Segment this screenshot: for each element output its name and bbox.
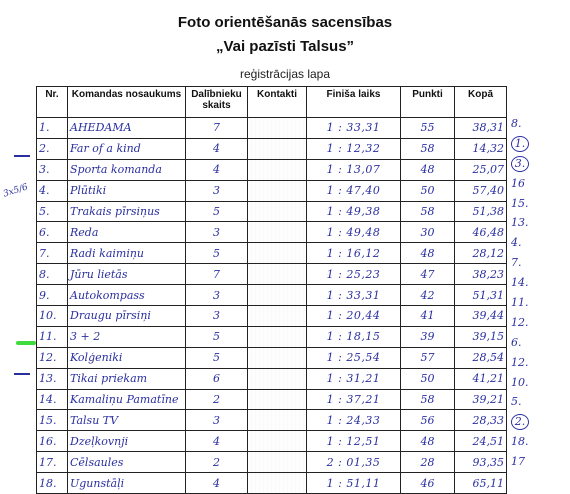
row-number: 1. xyxy=(37,118,68,139)
placement-value xyxy=(503,353,563,373)
placement-value xyxy=(503,134,563,154)
table-row xyxy=(37,473,507,494)
placement-text: 1. xyxy=(511,136,529,152)
points-value: 56 xyxy=(401,410,455,431)
total-value: 39,21 xyxy=(455,389,507,410)
placement-text: 7. xyxy=(511,256,522,270)
row-number: 12. xyxy=(37,347,68,368)
member-count: 3 xyxy=(186,410,248,431)
placement-text: 6. xyxy=(511,335,522,349)
placement-value xyxy=(503,114,563,134)
contacts-cell xyxy=(248,326,307,347)
member-count: 3 xyxy=(186,222,248,243)
placement-value xyxy=(503,293,563,313)
contacts-cell xyxy=(248,389,307,410)
finish-time: 1 : 33,31 xyxy=(307,285,401,306)
member-count: 5 xyxy=(186,243,248,264)
finish-time: 1 : 20,44 xyxy=(307,306,401,327)
page-title: Foto orientēšanās sacensības xyxy=(177,14,393,31)
finish-time: 1 : 49,38 xyxy=(307,201,401,222)
row-number: 17. xyxy=(37,452,68,473)
placement-text: 11. xyxy=(511,296,529,310)
finish-time: 1 : 25,23 xyxy=(307,264,401,285)
finish-time: 2 : 01,35 xyxy=(307,452,401,473)
placement-text: 16 xyxy=(511,176,525,190)
highlighter-mark xyxy=(16,341,36,345)
contacts-cell xyxy=(248,118,307,139)
row-number: 9. xyxy=(37,285,68,306)
total-value: 28,33 xyxy=(455,410,507,431)
total-value: 51,31 xyxy=(455,285,507,306)
contacts-cell xyxy=(248,473,307,494)
col-header-points: Punkti xyxy=(401,87,455,118)
member-count: 3 xyxy=(186,180,248,201)
team-name: AHEDAMA xyxy=(68,118,186,139)
team-name: Far of a kind xyxy=(68,138,186,159)
row-number: 10. xyxy=(37,306,68,327)
total-value: 28,12 xyxy=(455,243,507,264)
total-value: 93,35 xyxy=(455,452,507,473)
table-row xyxy=(37,410,507,431)
row-number: 5. xyxy=(37,201,68,222)
contacts-cell xyxy=(248,452,307,473)
page-subtitle: „Vai pazīsti Talsus” xyxy=(215,38,355,55)
finish-time: 1 : 31,21 xyxy=(307,368,401,389)
placement-text: 12. xyxy=(511,315,529,329)
table-row xyxy=(37,264,507,285)
team-name: Kolģeniki xyxy=(68,347,186,368)
member-count: 4 xyxy=(186,138,248,159)
finish-time: 1 : 51,11 xyxy=(307,473,401,494)
placement-value xyxy=(503,392,563,412)
contacts-cell xyxy=(248,410,307,431)
placement-text: 2. xyxy=(511,414,529,430)
member-count: 6 xyxy=(186,368,248,389)
row-number: 8. xyxy=(37,264,68,285)
placement-text: 14. xyxy=(511,276,529,290)
placement-text: 17 xyxy=(511,455,525,469)
table-header-row xyxy=(37,87,507,118)
pen-dash-mark xyxy=(14,155,30,157)
table-row xyxy=(37,201,507,222)
placement-column xyxy=(503,114,563,472)
placement-text: 8. xyxy=(511,117,522,130)
finish-time: 1 : 12,32 xyxy=(307,138,401,159)
contacts-cell xyxy=(248,138,307,159)
placement-text: 4. xyxy=(511,236,522,250)
col-header-contacts: Kontakti xyxy=(248,87,307,118)
finish-time: 1 : 18,15 xyxy=(307,326,401,347)
member-count: 2 xyxy=(186,452,248,473)
points-value: 58 xyxy=(401,389,455,410)
table-row xyxy=(37,118,507,139)
contacts-cell xyxy=(248,180,307,201)
total-value: 25,07 xyxy=(455,159,507,180)
team-name: Jūru lietās xyxy=(68,264,186,285)
points-value: 55 xyxy=(401,118,455,139)
member-count: 5 xyxy=(186,201,248,222)
team-name: Trakais pīrsiņus xyxy=(68,201,186,222)
row-number: 11. xyxy=(37,326,68,347)
points-value: 50 xyxy=(401,368,455,389)
placement-value xyxy=(503,253,563,273)
row-number: 16. xyxy=(37,431,68,452)
member-count: 7 xyxy=(186,264,248,285)
finish-time: 1 : 37,21 xyxy=(307,389,401,410)
placement-text: 10. xyxy=(511,375,529,389)
table-row xyxy=(37,243,507,264)
col-header-nr: Nr. xyxy=(37,87,68,118)
member-count: 3 xyxy=(186,285,248,306)
finish-time: 1 : 25,54 xyxy=(307,347,401,368)
placement-text: 13. xyxy=(511,216,529,230)
finish-time: 1 : 12,51 xyxy=(307,431,401,452)
team-name: Plūtiki xyxy=(68,180,186,201)
points-value: 48 xyxy=(401,431,455,452)
row-number: 18. xyxy=(37,473,68,494)
finish-time: 1 : 49,48 xyxy=(307,222,401,243)
team-name: Cēlsaules xyxy=(68,452,186,473)
total-value: 14,32 xyxy=(455,138,507,159)
finish-time: 1 : 24,33 xyxy=(307,410,401,431)
placement-text: 15. xyxy=(511,196,529,210)
points-value: 42 xyxy=(401,285,455,306)
contacts-cell xyxy=(248,431,307,452)
table-row xyxy=(37,347,507,368)
table-row xyxy=(37,180,507,201)
points-value: 47 xyxy=(401,264,455,285)
table-row xyxy=(37,306,507,327)
total-value: 46,48 xyxy=(455,222,507,243)
contacts-cell xyxy=(248,159,307,180)
points-value: 39 xyxy=(401,326,455,347)
member-count: 4 xyxy=(186,159,248,180)
row-number: 7. xyxy=(37,243,68,264)
finish-time: 1 : 16,12 xyxy=(307,243,401,264)
table-row xyxy=(37,389,507,410)
row-number: 4. xyxy=(37,180,68,201)
points-value: 30 xyxy=(401,222,455,243)
team-name: Tikai priekam xyxy=(68,368,186,389)
sheet-label: reģistrācijas lapa xyxy=(239,67,331,81)
team-name: Talsu TV xyxy=(68,410,186,431)
member-count: 2 xyxy=(186,389,248,410)
finish-time: 1 : 13,07 xyxy=(307,159,401,180)
total-value: 57,40 xyxy=(455,180,507,201)
placement-text: 12. xyxy=(511,355,529,369)
team-name: Ugunstāļi xyxy=(68,473,186,494)
placement-value xyxy=(503,373,563,393)
table-row xyxy=(37,138,507,159)
finish-time: 1 : 47,40 xyxy=(307,180,401,201)
margin-note: 3x5/6 xyxy=(2,182,30,200)
placement-text: 3. xyxy=(511,156,529,172)
table-row xyxy=(37,326,507,347)
contacts-cell xyxy=(248,222,307,243)
col-header-team: Komandas nosaukums xyxy=(68,87,186,118)
table-row xyxy=(37,159,507,180)
team-name: Autokompass xyxy=(68,285,186,306)
points-value: 48 xyxy=(401,243,455,264)
points-value: 58 xyxy=(401,138,455,159)
pen-dash-mark xyxy=(14,373,30,375)
total-value: 51,38 xyxy=(455,201,507,222)
table-row xyxy=(37,368,507,389)
placement-value xyxy=(503,213,563,233)
col-header-total: Kopā xyxy=(455,87,507,118)
member-count: 5 xyxy=(186,326,248,347)
total-value: 39,15 xyxy=(455,326,507,347)
placement-text: 5. xyxy=(511,395,522,409)
placement-value xyxy=(503,452,563,472)
registration-table xyxy=(36,86,507,494)
total-value: 38,31 xyxy=(455,118,507,139)
total-value: 39,44 xyxy=(455,306,507,327)
member-count: 5 xyxy=(186,347,248,368)
team-name: Sporta komanda xyxy=(68,159,186,180)
member-count: 7 xyxy=(186,118,248,139)
placement-value xyxy=(503,194,563,214)
team-name: Radi kaimiņu xyxy=(68,243,186,264)
col-header-finish: Finiša laiks xyxy=(307,87,401,118)
total-value: 65,11 xyxy=(455,473,507,494)
team-name: Dzeļkovnji xyxy=(68,431,186,452)
col-header-members: Dalībnieku skaits xyxy=(186,87,248,118)
row-number: 15. xyxy=(37,410,68,431)
team-name: Kamaliņu Pamatīne xyxy=(68,389,186,410)
contacts-cell xyxy=(248,285,307,306)
member-count: 4 xyxy=(186,473,248,494)
points-value: 57 xyxy=(401,347,455,368)
placement-value xyxy=(503,174,563,194)
points-value: 46 xyxy=(401,473,455,494)
placement-value xyxy=(503,313,563,333)
row-number: 6. xyxy=(37,222,68,243)
points-value: 28 xyxy=(401,452,455,473)
member-count: 3 xyxy=(186,306,248,327)
placement-text: 18. xyxy=(511,435,529,449)
points-value: 48 xyxy=(401,159,455,180)
contacts-cell xyxy=(248,264,307,285)
row-number: 13. xyxy=(37,368,68,389)
points-value: 58 xyxy=(401,201,455,222)
table-row xyxy=(37,222,507,243)
contacts-cell xyxy=(248,347,307,368)
contacts-cell xyxy=(248,243,307,264)
total-value: 41,21 xyxy=(455,368,507,389)
table-row xyxy=(37,285,507,306)
team-name: Reda xyxy=(68,222,186,243)
contacts-cell xyxy=(248,368,307,389)
placement-value xyxy=(503,333,563,353)
placement-value xyxy=(503,233,563,253)
total-value: 38,23 xyxy=(455,264,507,285)
team-name: Draugu pīrsiņi xyxy=(68,306,186,327)
placement-value xyxy=(503,273,563,293)
table-row xyxy=(37,452,507,473)
member-count: 4 xyxy=(186,431,248,452)
placement-value xyxy=(503,412,563,432)
contacts-cell xyxy=(248,201,307,222)
row-number: 14. xyxy=(37,389,68,410)
row-number: 3. xyxy=(37,159,68,180)
total-value: 24,51 xyxy=(455,431,507,452)
total-value: 28,54 xyxy=(455,347,507,368)
points-value: 50 xyxy=(401,180,455,201)
team-name: 3 + 2 xyxy=(68,326,186,347)
table-row xyxy=(37,431,507,452)
contacts-cell xyxy=(248,306,307,327)
row-number: 2. xyxy=(37,138,68,159)
placement-value xyxy=(503,432,563,452)
placement-value xyxy=(503,154,563,174)
finish-time: 1 : 33,31 xyxy=(307,118,401,139)
points-value: 41 xyxy=(401,306,455,327)
